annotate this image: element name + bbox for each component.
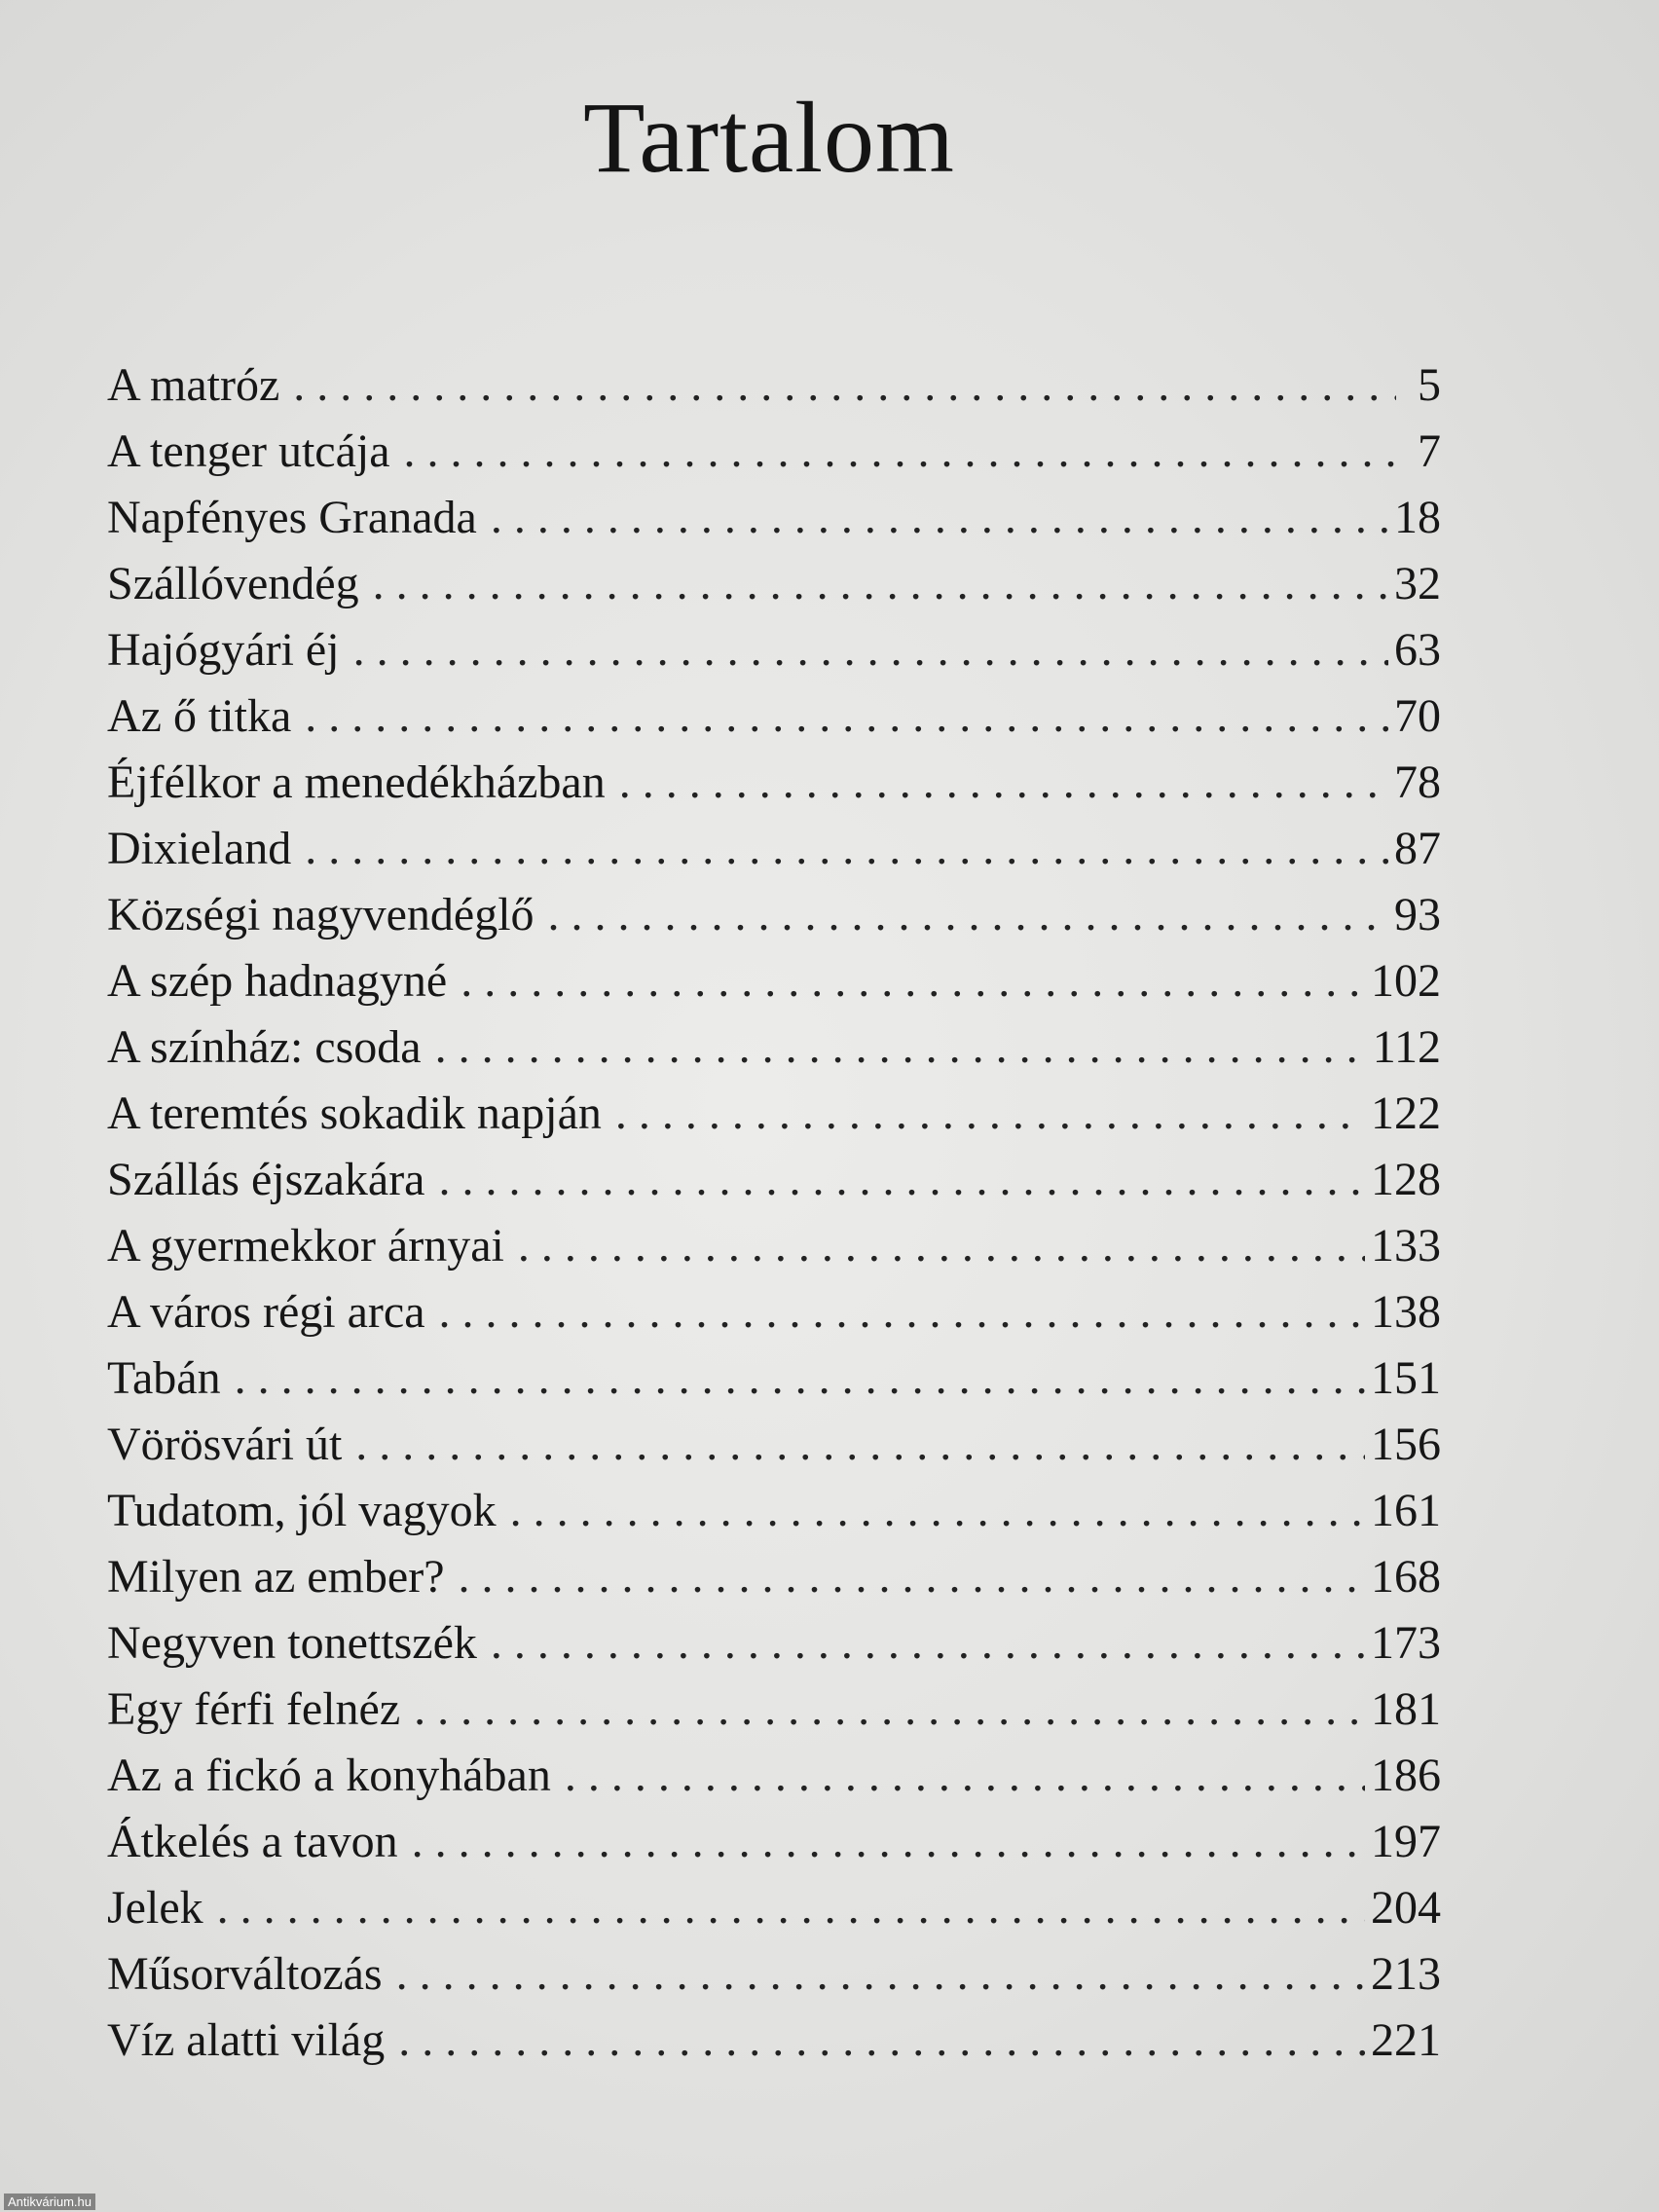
dot-leader xyxy=(615,1081,1365,1147)
dot-leader xyxy=(293,352,1396,419)
toc-entry-page: 70 xyxy=(1394,690,1441,742)
toc-entry-page: 168 xyxy=(1371,1551,1441,1603)
page-title: Tartalom xyxy=(583,82,955,194)
dot-leader xyxy=(548,882,1388,948)
toc-entry-page: 32 xyxy=(1394,558,1441,609)
toc-entry xyxy=(107,750,1441,816)
toc-entry-title: Víz alatti világ xyxy=(107,2014,386,2066)
dot-leader xyxy=(412,1809,1365,1875)
toc-entry-page: 221 xyxy=(1371,2014,1441,2066)
toc-entry xyxy=(107,1279,1441,1346)
dot-leader xyxy=(491,485,1388,551)
table-of-contents xyxy=(107,352,1441,2074)
toc-entry xyxy=(107,1544,1441,1610)
toc-entry-page: 112 xyxy=(1372,1021,1441,1073)
toc-entry-page: 93 xyxy=(1394,889,1441,940)
toc-entry xyxy=(107,1213,1441,1279)
toc-entry-title: Negyven tonettszék xyxy=(107,1617,477,1669)
dot-leader xyxy=(459,1544,1366,1610)
dot-leader xyxy=(414,1677,1365,1743)
toc-entry xyxy=(107,683,1441,750)
toc-entry-page: 102 xyxy=(1371,955,1441,1007)
toc-entry xyxy=(107,882,1441,948)
toc-entry-page: 161 xyxy=(1371,1485,1441,1536)
toc-entry-title: A teremtés sokadik napján xyxy=(107,1088,602,1139)
toc-entry-title: Tabán xyxy=(107,1352,221,1404)
dot-leader xyxy=(510,1478,1365,1544)
toc-entry xyxy=(107,1346,1441,1412)
toc-entry-page: 122 xyxy=(1371,1088,1441,1139)
toc-entry-page: 151 xyxy=(1371,1352,1441,1404)
toc-entry xyxy=(107,419,1441,485)
toc-entry-title: A tenger utcája xyxy=(107,425,390,477)
toc-entry-title: Egy férfi felnéz xyxy=(107,1683,401,1735)
toc-entry xyxy=(107,1941,1441,2008)
toc-entry-page: 197 xyxy=(1371,1816,1441,1867)
toc-entry-page: 87 xyxy=(1394,823,1441,874)
dot-leader xyxy=(491,1610,1365,1677)
toc-entry-title: Tudatom, jól vagyok xyxy=(107,1485,497,1536)
dot-leader xyxy=(619,750,1388,816)
dot-leader xyxy=(518,1213,1365,1279)
toc-entry-title: A matróz xyxy=(107,359,280,411)
toc-entry-page: 5 xyxy=(1418,359,1441,411)
toc-entry xyxy=(107,1809,1441,1875)
toc-entry-page: 213 xyxy=(1371,1948,1441,2000)
toc-entry-page: 138 xyxy=(1371,1286,1441,1338)
dot-leader xyxy=(438,1147,1365,1213)
toc-entry xyxy=(107,1147,1441,1213)
toc-entry-title: Napfényes Granada xyxy=(107,492,477,543)
toc-entry-page: 63 xyxy=(1394,624,1441,676)
toc-entry-page: 173 xyxy=(1371,1617,1441,1669)
dot-leader xyxy=(435,1014,1367,1081)
toc-entry xyxy=(107,1081,1441,1147)
toc-entry-page: 128 xyxy=(1371,1154,1441,1205)
toc-entry xyxy=(107,485,1441,551)
dot-leader xyxy=(305,683,1388,750)
toc-entry-page: 18 xyxy=(1394,492,1441,543)
toc-entry-page: 7 xyxy=(1418,425,1441,477)
toc-entry-page: 186 xyxy=(1371,1750,1441,1801)
dot-leader xyxy=(439,1279,1365,1346)
toc-entry-page: 156 xyxy=(1371,1419,1441,1470)
toc-entry-page: 78 xyxy=(1394,756,1441,808)
toc-entry-title: Milyen az ember? xyxy=(107,1551,445,1603)
toc-entry-title: Dixieland xyxy=(107,823,292,874)
toc-entry-title: Éjfélkor a menedékházban xyxy=(107,756,606,808)
dot-leader xyxy=(461,948,1365,1014)
toc-entry xyxy=(107,1875,1441,1941)
toc-entry xyxy=(107,948,1441,1014)
dot-leader xyxy=(373,551,1388,617)
toc-entry-title: A város régi arca xyxy=(107,1286,425,1338)
dot-leader xyxy=(305,816,1388,882)
toc-entry xyxy=(107,1610,1441,1677)
toc-entry-page: 181 xyxy=(1371,1683,1441,1735)
toc-entry-title: Hajógyári éj xyxy=(107,624,340,676)
toc-entry-title: A gyermekkor árnyai xyxy=(107,1220,504,1272)
toc-entry xyxy=(107,352,1441,419)
watermark: Antikvárium.hu xyxy=(4,2194,95,2210)
toc-entry xyxy=(107,1677,1441,1743)
dot-leader xyxy=(565,1743,1365,1809)
toc-entry-title: Vörösvári út xyxy=(107,1419,343,1470)
toc-entry-title: Községi nagyvendéglő xyxy=(107,889,535,940)
dot-leader xyxy=(404,419,1396,485)
toc-entry-title: Az a fickó a konyhában xyxy=(107,1750,551,1801)
toc-entry-title: A szép hadnagyné xyxy=(107,955,448,1007)
toc-entry-title: Szállóvendég xyxy=(107,558,359,609)
toc-entry xyxy=(107,1014,1441,1081)
toc-entry xyxy=(107,617,1441,683)
dot-leader xyxy=(235,1346,1365,1412)
dot-leader xyxy=(396,1941,1365,2008)
toc-entry xyxy=(107,1412,1441,1478)
dot-leader xyxy=(353,617,1388,683)
toc-entry xyxy=(107,816,1441,882)
dot-leader xyxy=(398,2008,1365,2074)
toc-entry xyxy=(107,551,1441,617)
toc-entry-title: Jelek xyxy=(107,1882,203,1934)
toc-entry-page: 133 xyxy=(1371,1220,1441,1272)
toc-entry-page: 204 xyxy=(1371,1882,1441,1934)
toc-entry xyxy=(107,1743,1441,1809)
dot-leader xyxy=(355,1412,1365,1478)
toc-entry xyxy=(107,2008,1441,2074)
dot-leader xyxy=(217,1875,1365,1941)
toc-entry-title: Szállás éjszakára xyxy=(107,1154,425,1205)
toc-entry-title: A színház: csoda xyxy=(107,1021,422,1073)
toc-entry-title: Műsorváltozás xyxy=(107,1948,383,2000)
toc-entry-title: Az ő titka xyxy=(107,690,292,742)
toc-entry-title: Átkelés a tavon xyxy=(107,1816,398,1867)
toc-entry xyxy=(107,1478,1441,1544)
